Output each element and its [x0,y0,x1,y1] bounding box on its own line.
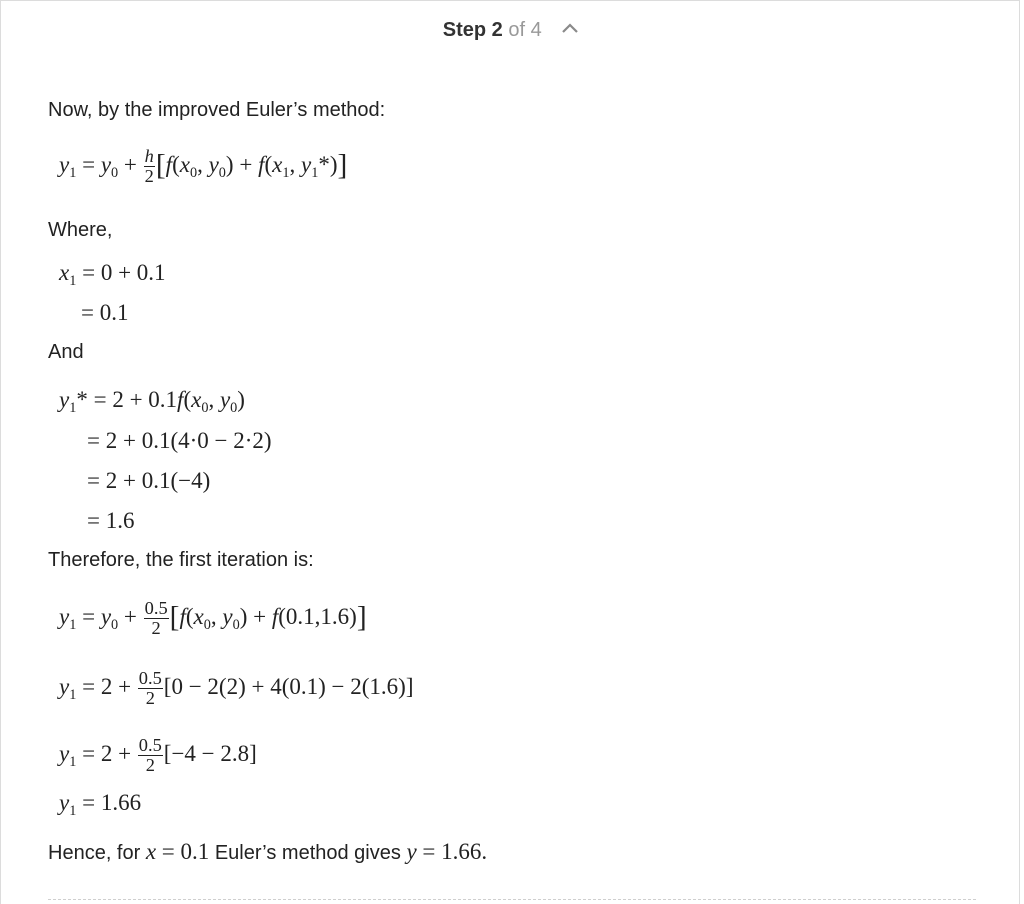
step-header[interactable] [1,19,1021,42]
step-current-number: 2 [491,19,503,41]
and-text: And [48,341,84,363]
x1-line1-value: = 0 + 0.1 [82,260,166,285]
improved-euler-formula: $y_1 = y_0$ + $\frac{h}{2}$ [$f(x_0$, $y_0) + f(x_1$, $y_1*$)] [59,146,348,187]
ystar-equation-line4: = 1.6 [87,508,135,533]
ystar-equation-line3: = 2 + 0.1(−4) [87,468,211,493]
ystar-equation-line2: = 2 + 0.1(4·0 − 2·2) [87,428,272,453]
y-value: 1.66 [441,839,482,864]
y-equals-math: y = 1.66. [406,839,488,864]
iteration-line1: $y_1 = y_0$ + $\frac{0.5}{2}$ [$f(x_0$, $y_0) + f(0.1,1.6)$] [59,598,367,639]
step-total: of 4 [508,19,542,41]
iteration-line2: $y_1 = 2$ + $\frac{0.5}{2}$ [0 − 2(2) + 4(0.1) − 2(1.6)] [59,668,414,709]
x-value: 0.1 [180,839,210,864]
x1-equation-line2: = 0.1 [81,300,129,325]
conclusion-mid: Euler’s method gives [214,842,401,864]
step-label: Step [442,19,487,41]
intro-text: Now, by the improved Euler’s method: [48,99,386,121]
x1-equation-line1: $x_1 = 0 + 0.1$ [59,260,166,289]
iteration-line4: $y_1 = 1.66$ [59,790,142,819]
where-text: Where, [48,219,113,241]
x-equals-math: x = 0.1 [145,839,210,864]
section-divider [48,899,976,900]
iteration-line2-bracket: [0 − 2(2) + 4(0.1) − 2(1.6)] [163,674,414,700]
ystar-equation-line1: $y_1* = 2 + 0.1f(x_0$, $y_0$) [59,387,245,416]
therefore-text: Therefore, the first iteration is: [48,549,314,571]
iteration-line4-value: = 1.66 [82,790,142,815]
conclusion-prefix: Hence, for [48,842,141,864]
conclusion-text [48,839,487,865]
iteration-line3: $y_1 = 2$ + $\frac{0.5}{2}$ [−4 − 2.8] [59,735,257,776]
chevron-up-icon[interactable] [561,17,579,40]
iteration-line3-bracket: [−4 − 2.8] [163,741,257,767]
